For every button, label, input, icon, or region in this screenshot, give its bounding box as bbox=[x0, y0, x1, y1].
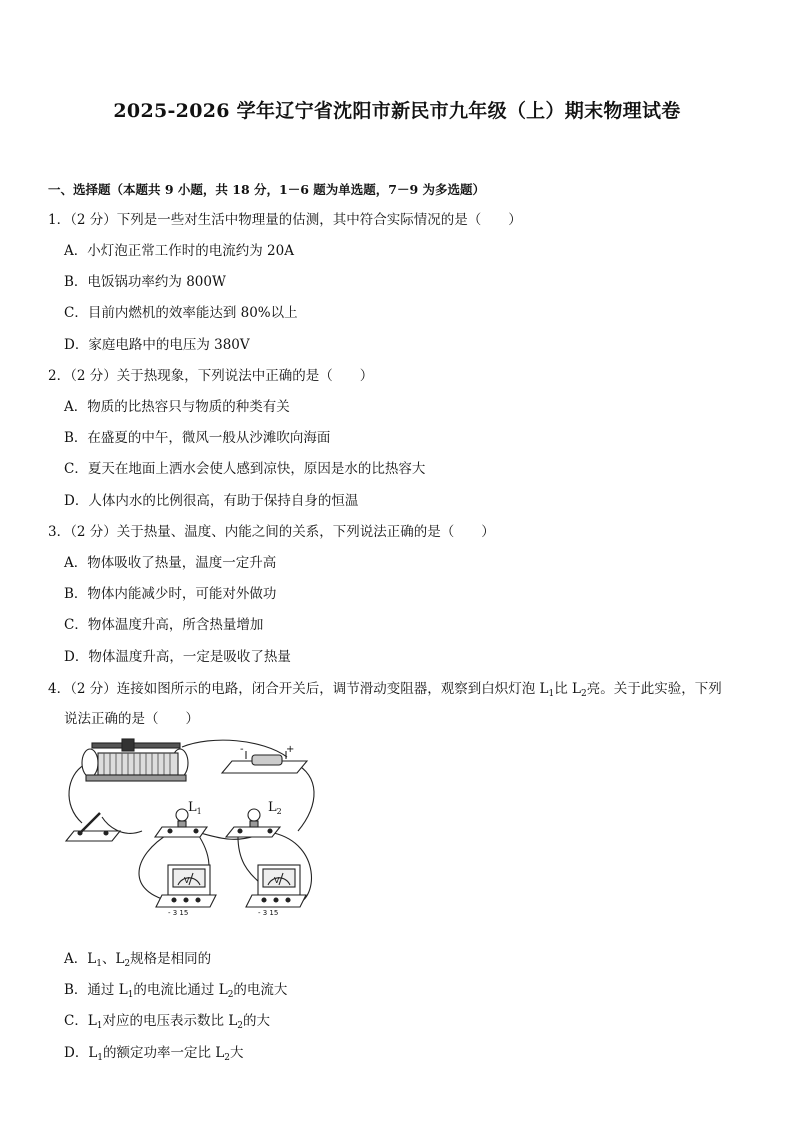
question-3-option-b: B．物体内能减少时，可能对外做功 bbox=[64, 586, 277, 602]
question-2-option-a: A．物质的比热容只与物质的种类有关 bbox=[64, 399, 290, 415]
battery-plus-label: + bbox=[286, 744, 295, 755]
question-1-option-a: A．小灯泡正常工作时的电流约为 20A bbox=[64, 243, 294, 259]
question-3-option-c: C．物体温度升高，所含热量增加 bbox=[64, 617, 264, 633]
question-3-stem: 3．（2 分）关于热量、温度、内能之间的关系，下列说法正确的是（ ） bbox=[48, 524, 495, 540]
rheostat bbox=[82, 739, 188, 781]
section-heading: 一、选择题（本题共 9 小题，共 18 分，1－6 题为单选题，7－9 为多选题） bbox=[48, 182, 485, 197]
voltmeter-2-terminals: - 3 15 bbox=[258, 909, 279, 917]
question-2-option-c: C．夏天在地面上洒水会使人感到凉快，原因是水的比热容大 bbox=[64, 461, 426, 477]
question-1-option-b: B．电饭锅功率约为 800W bbox=[64, 274, 226, 290]
question-4-option-d: D．$L_1$的额定功率一定比 $L_2$大 bbox=[64, 1045, 244, 1063]
question-3-option-a: A．物体吸收了热量，温度一定升高 bbox=[64, 555, 277, 571]
voltmeter-2 bbox=[246, 865, 306, 917]
voltmeter-1 bbox=[156, 865, 216, 917]
circuit-diagram bbox=[62, 735, 327, 945]
question-4-stem: 4．（2 分）连接如图所示的电路，闭合开关后，调节滑动变阻器，观察到白炽灯泡 $L_1$比 $L_2$亮。关于此实验，下列 bbox=[48, 681, 722, 699]
question-2-option-b: B．在盛夏的中午，微风一般从沙滩吹向海面 bbox=[64, 430, 331, 446]
question-1-option-c: C．目前内燃机的效率能达到 80%以上 bbox=[64, 305, 298, 321]
voltmeter-2-symbol: V bbox=[274, 876, 280, 885]
lamp-l2 bbox=[226, 800, 282, 837]
question-1-stem: 1．（2 分）下列是一些对生活中物理量的估测，其中符合实际情况的是（ ） bbox=[48, 212, 522, 228]
page-title: 2025-2026 学年辽宁省沈阳市新民市九年级（上）期末物理试卷 bbox=[113, 100, 681, 122]
voltmeter-1-terminals: - 3 15 bbox=[168, 909, 189, 917]
question-2-option-d: D．人体内水的比例很高，有助于保持自身的恒温 bbox=[64, 493, 359, 509]
lamp-l2-label: $L_2$ bbox=[268, 800, 282, 816]
question-4-stem-line2: 说法正确的是（ ） bbox=[64, 711, 199, 727]
battery bbox=[222, 744, 307, 773]
lamp-l1 bbox=[155, 800, 207, 837]
question-4-option-a: A．$L_1$、$L_2$规格是相同的 bbox=[64, 951, 212, 969]
lamp-l1-label: $L_1$ bbox=[188, 800, 202, 816]
question-3-option-d: D．物体温度升高，一定是吸收了热量 bbox=[64, 649, 291, 665]
question-4-option-c: C．$L_1$对应的电压表示数比 $L_2$的大 bbox=[64, 1013, 271, 1031]
question-4-option-b: B．通过 $L_1$的电流比通过 $L_2$的电流大 bbox=[64, 982, 288, 1000]
voltmeter-1-symbol: V bbox=[184, 876, 190, 885]
question-2-stem: 2．（2 分）关于热现象，下列说法中正确的是（ ） bbox=[48, 368, 374, 384]
battery-minus-label: - bbox=[240, 744, 244, 755]
question-1-option-d: D．家庭电路中的电压为 380V bbox=[64, 337, 250, 353]
